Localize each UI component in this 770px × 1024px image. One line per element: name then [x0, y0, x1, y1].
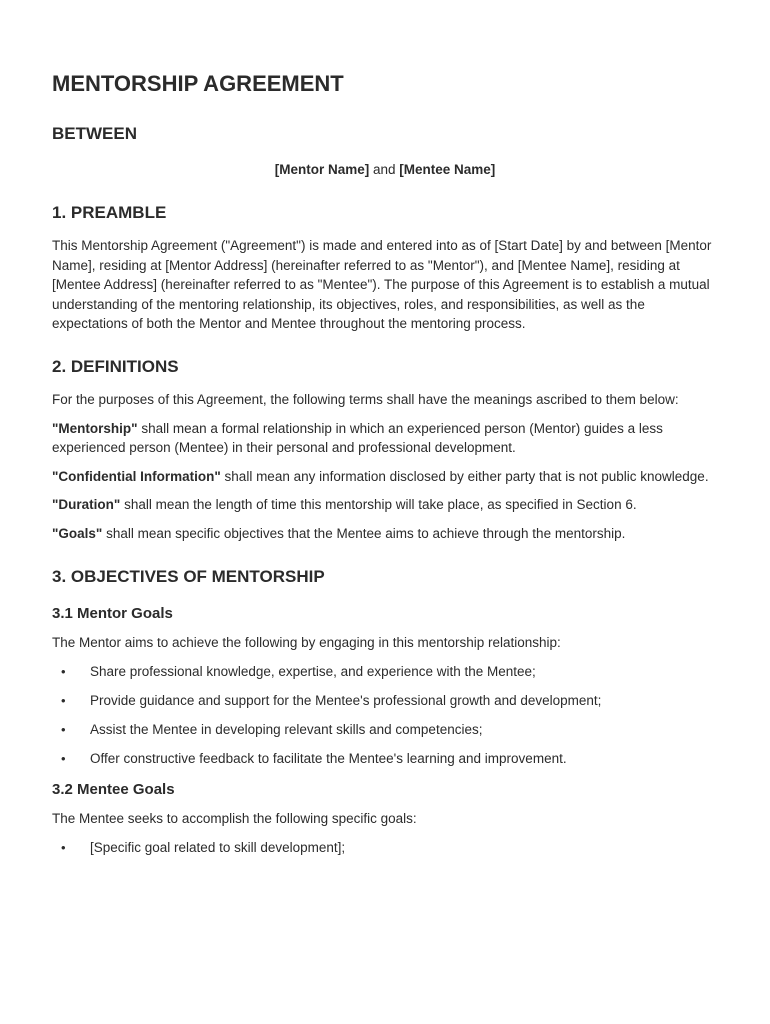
list-item	[52, 691, 718, 711]
list-item-text: Assist the Mentee in developing relevant skills and competencies;	[90, 721, 483, 737]
list-item	[52, 838, 718, 858]
definition-text: shall mean the length of time this mentorship will take place, as specified in Section 6.	[120, 497, 637, 513]
objectives-heading: 3. OBJECTIVES OF MENTORSHIP	[52, 566, 325, 586]
document-page	[52, 70, 718, 857]
list-item	[52, 749, 718, 769]
definition-term: "Confidential Information"	[52, 468, 221, 484]
mentee-goals-intro: The Mentee seeks to accomplish the following specific goals:	[52, 810, 417, 826]
parties-line	[52, 161, 718, 179]
definition-text: shall mean a formal relationship in which an experienced person (Mentor) guides a less experienced person (Mentee) in their personal and professional development.	[52, 420, 663, 456]
mentor-goals-intro: The Mentor aims to achieve the following by engaging in this mentorship relationship:	[52, 634, 561, 650]
definition-text: shall mean specific objectives that the Mentee aims to achieve through the mentorship.	[102, 525, 626, 541]
bullet-icon: •	[61, 839, 66, 855]
definition-duration	[52, 495, 718, 515]
definition-goals	[52, 524, 718, 544]
mentor-name: [Mentor Name]	[274, 162, 370, 177]
preamble-heading: 1. PREAMBLE	[52, 203, 167, 222]
mentee-goals-list	[52, 838, 718, 858]
between-heading: BETWEEN	[52, 124, 137, 143]
bullet-icon: •	[61, 692, 66, 708]
definition-term: "Goals"	[52, 525, 103, 541]
bullet-icon: •	[61, 721, 66, 737]
document-title: MENTORSHIP AGREEMENT	[52, 71, 344, 96]
mentee-name: [Mentee Name]	[399, 162, 496, 177]
definitions-intro: For the purposes of this Agreement, the following terms shall have the meanings ascribed to them below:	[52, 391, 679, 407]
definition-text: shall mean any information disclosed by either party that is not public knowledge.	[220, 468, 709, 484]
list-item	[52, 720, 718, 740]
preamble-text: This Mentorship Agreement ("Agreement") is made and entered into as of [Start Date] by and between [Mentor Name], residing at [Mentor Address] (hereinafter referred to as "Mentor"), and [Mentee Name], residing at [Mentee Address] (hereinafter referred to as "Mentee"). The purpose of this Agreement is to establish a mutual understanding of the mentoring relationship, its objectives, roles, and responsibilities, as well as the expectations of both the Mentor and Mentee throughout the mentoring process.	[52, 238, 712, 332]
parties-connector: and	[369, 162, 400, 177]
bullet-icon: •	[61, 750, 66, 766]
list-item	[52, 662, 718, 682]
mentor-goals-list	[52, 662, 718, 769]
bullet-icon: •	[61, 663, 66, 679]
list-item-text: Share professional knowledge, expertise, and experience with the Mentee;	[90, 663, 536, 679]
definition-term: "Duration"	[52, 497, 121, 513]
list-item-text: Offer constructive feedback to facilitate the Mentee's learning and improvement.	[90, 750, 567, 766]
definition-confidential-information	[52, 467, 718, 487]
list-item-text: [Specific goal related to skill development];	[90, 839, 346, 855]
mentee-goals-heading: 3.2 Mentee Goals	[52, 780, 175, 798]
definition-mentorship	[52, 419, 718, 458]
list-item-text: Provide guidance and support for the Mentee's professional growth and development;	[90, 692, 602, 708]
definition-term: "Mentorship"	[52, 420, 138, 436]
mentor-goals-heading: 3.1 Mentor Goals	[52, 604, 173, 622]
definitions-heading: 2. DEFINITIONS	[52, 356, 179, 376]
